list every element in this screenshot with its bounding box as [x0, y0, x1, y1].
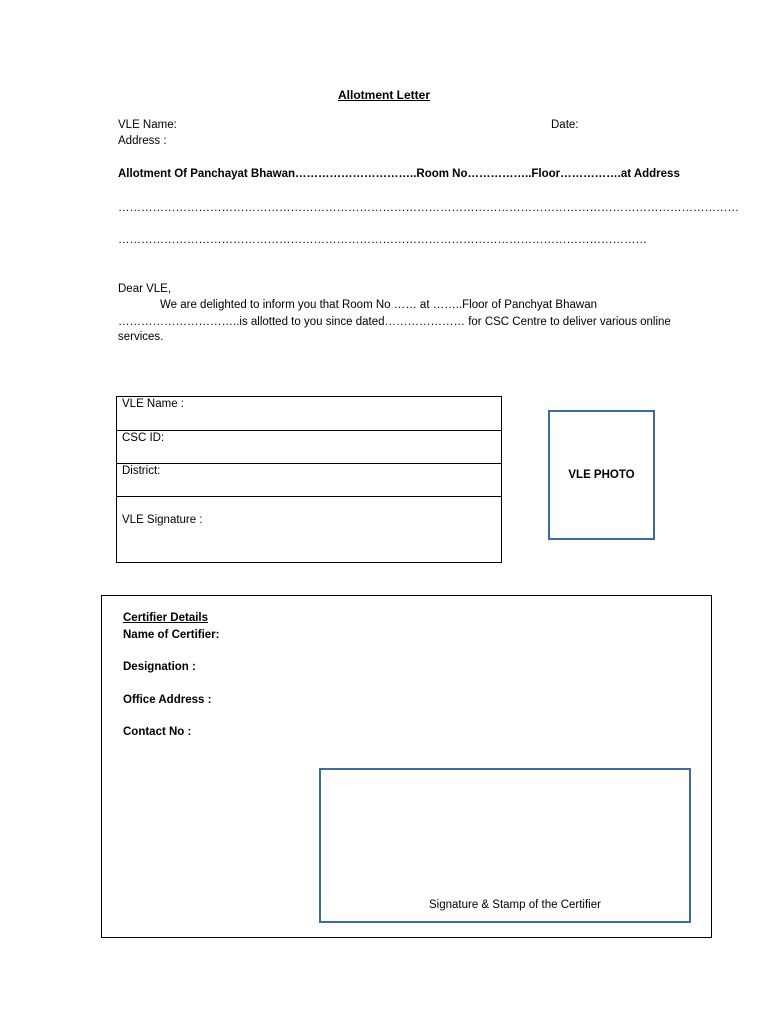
letter-title: Allotment Letter: [337, 88, 430, 102]
certifier-designation-label: Designation :: [123, 661, 196, 673]
vle-photo-box: [548, 410, 655, 540]
vle-table-row: [117, 497, 501, 563]
certifier-office-address-label: Office Address :: [123, 694, 212, 706]
certifier-name-label: Name of Certifier:: [123, 629, 220, 641]
dotted-line-1: ………………………………………………………………………………………………………………………………………………: [118, 202, 739, 214]
vle-table-label: CSC ID:: [122, 432, 165, 444]
vle-table-label: VLE Name :: [122, 398, 184, 410]
body-line-3: services.: [118, 331, 164, 343]
signature-stamp-caption: Signature & Stamp of the Certifier: [429, 899, 601, 911]
body-line-1: We are delighted to inform you that Room No …… at ……..Floor of Panchyat Bhawan: [160, 299, 597, 311]
vle-name-label: VLE Name:: [118, 119, 177, 131]
certifier-heading: Certifier Details: [123, 612, 209, 624]
body-line-2: …………………………..is allotted to you since dated………………… for CSC Centre to deliver various online: [118, 316, 671, 328]
vle-table-row: [117, 464, 501, 497]
allotment-line: Allotment Of Panchayat Bhawan…………………………..Room No……………..Floor…………….at Address: [118, 168, 680, 180]
vle-table-label: District:: [122, 465, 161, 477]
vle-table-row: [117, 397, 501, 431]
address-label: Address :: [118, 135, 167, 147]
greeting: Dear VLE,: [118, 283, 172, 295]
certifier-contact-label: Contact No :: [123, 726, 192, 738]
vle-photo-label: VLE PHOTO: [568, 469, 635, 481]
date-label: Date:: [551, 119, 579, 131]
vle-details-table: [116, 396, 502, 563]
vle-table-label: VLE Signature :: [122, 514, 203, 526]
vle-table-row: [117, 431, 501, 464]
dotted-line-2: …………………………………………………………………………………………………………………………: [118, 234, 647, 246]
